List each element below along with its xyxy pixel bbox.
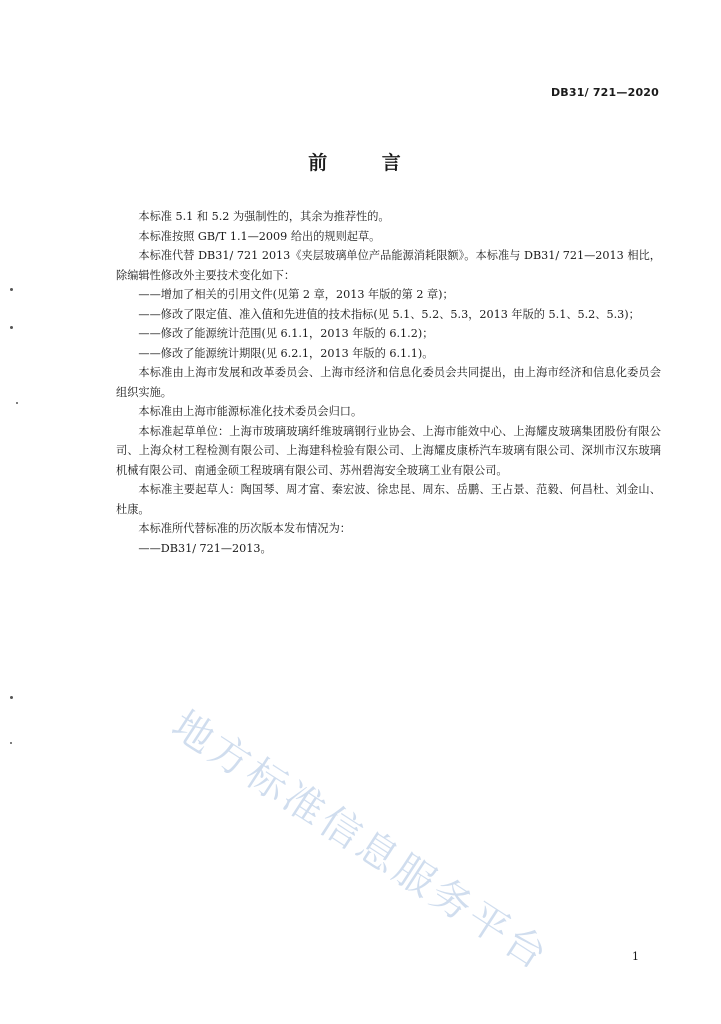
change-item: ——修改了限定值、准入值和先进值的技术指标(见 5.1、5.2、5.3，2013 年版的 5.1、5.2、5.3)； xyxy=(138,307,640,321)
page-number: 1 xyxy=(632,950,639,963)
paragraph: 本标准 5.1 和 5.2 为强制性的，其余为推荐性的。 xyxy=(138,210,390,223)
paragraph: 本标准起草单位：上海市玻璃玻璃纤维玻璃钢行业协会、上海市能效中心、上海耀皮玻璃集团股份有限公司、上海众材工程检测有限公司、上海建科检验有限公司、上海耀皮康桥汽车玻璃有限公司、深圳市汉东玻璃机械有限公司、南通金硕工程玻璃有限公司、苏州碧海安全玻璃工业有限公司。 xyxy=(116,424,661,477)
watermark: 地方标准信息服务平台 xyxy=(163,702,558,981)
paragraph: 本标准由上海市能源标准化技术委员会归口。 xyxy=(138,405,363,418)
page-title: 前 言 xyxy=(308,152,425,174)
document-code: DB31/ 721—2020 xyxy=(550,86,659,99)
scan-speck xyxy=(16,402,18,404)
paragraph: 本标准代替 DB31/ 721 2013《夹层玻璃单位产品能源消耗限额》。本标准与 DB31/ 721—2013 相比，除编辑性修改外主要技术变化如下： xyxy=(116,249,661,282)
scan-speck xyxy=(10,696,13,699)
paragraph: 本标准所代替标准的历次版本发布情况为： xyxy=(138,522,351,535)
foreword-body xyxy=(116,207,661,558)
change-item: ——修改了能源统计期限(见 6.2.1，2013 年版的 6.1.1)。 xyxy=(138,346,434,360)
scan-speck xyxy=(10,288,13,291)
paragraph: 本标准由上海市发展和改革委员会、上海市经济和信息化委员会共同提出，由上海市经济和信息化委员会组织实施。 xyxy=(116,366,661,399)
paragraph: 本标准按照 GB/T 1.1—2009 给出的规则起草。 xyxy=(138,229,381,243)
change-item: ——增加了相关的引用文件(见第 2 章，2013 年版的第 2 章)； xyxy=(138,288,454,301)
scan-speck xyxy=(10,326,13,329)
scan-speck xyxy=(10,742,12,744)
paragraph: 本标准主要起草人：陶国琴、周才富、秦宏波、徐忠昆、周东、岳鹏、王占景、范毅、何昌杜、刘金山、杜康。 xyxy=(116,483,661,516)
change-item: ——DB31/ 721—2013。 xyxy=(138,541,272,555)
change-item: ——修改了能源统计范围(见 6.1.1，2013 年版的 6.1.2)； xyxy=(138,327,434,340)
